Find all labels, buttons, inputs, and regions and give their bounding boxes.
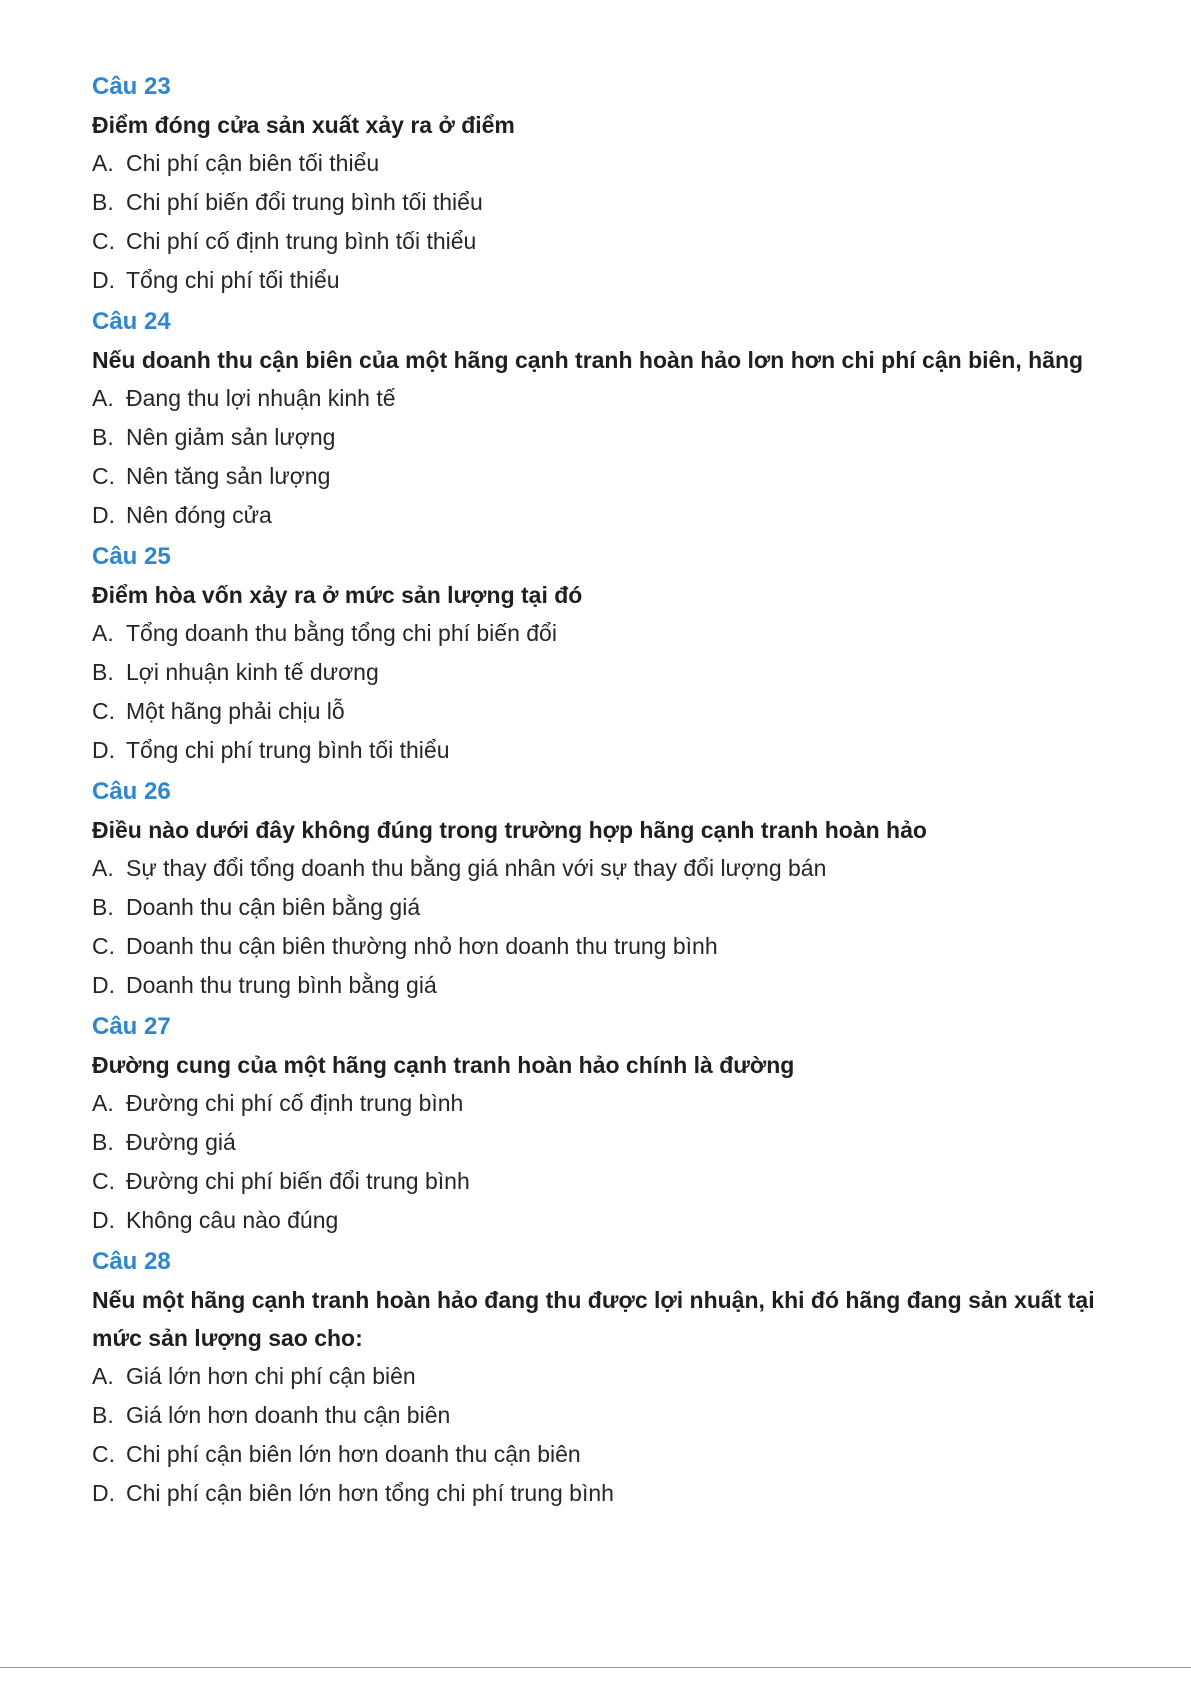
answer-option-a — [92, 144, 1112, 183]
option-letter: A. — [92, 855, 114, 881]
answer-option-c — [92, 222, 1112, 261]
answer-option-a — [92, 614, 1112, 653]
answer-option-b — [92, 183, 1112, 222]
answer-option-c — [92, 692, 1112, 731]
option-letter: C. — [92, 933, 115, 959]
page-bottom-divider — [0, 1667, 1191, 1668]
question-title: Câu 23 — [92, 73, 171, 100]
option-letter: D. — [92, 267, 115, 293]
quiz-page — [92, 68, 1112, 1513]
option-text: Chi phí cố định trung bình tối thiểu — [126, 228, 477, 254]
option-text: Đang thu lợi nhuận kinh tế — [126, 385, 396, 411]
option-letter: D. — [92, 972, 115, 998]
option-letter: B. — [92, 189, 114, 215]
answer-options — [92, 614, 1112, 770]
option-letter: A. — [92, 620, 114, 646]
question-25 — [92, 538, 1112, 770]
option-text: Tổng doanh thu bằng tổng chi phí biến đổi — [126, 620, 557, 646]
option-text: Giá lớn hơn chi phí cận biên — [126, 1363, 416, 1389]
option-text: Chi phí cận biên tối thiểu — [126, 150, 380, 176]
question-title: Câu 27 — [92, 1013, 171, 1040]
option-letter: B. — [92, 894, 114, 920]
question-text: Điều nào dưới đây không đúng trong trường hợp hãng cạnh tranh hoàn hảo — [92, 817, 927, 843]
option-text: Chi phí cận biên lớn hơn doanh thu cận biên — [126, 1441, 581, 1467]
option-letter: C. — [92, 1441, 115, 1467]
question-26 — [92, 773, 1112, 1005]
option-text: Một hãng phải chịu lỗ — [126, 698, 345, 724]
question-title: Câu 28 — [92, 1248, 171, 1275]
option-text: Chi phí cận biên lớn hơn tổng chi phí trung bình — [126, 1480, 614, 1506]
question-24 — [92, 303, 1112, 535]
option-text: Nên tăng sản lượng — [126, 463, 331, 489]
answer-options — [92, 144, 1112, 300]
question-title: Câu 26 — [92, 778, 171, 805]
answer-option-b — [92, 418, 1112, 457]
question-text: Nếu doanh thu cận biên của một hãng cạnh tranh hoàn hảo lơn hơn chi phí cận biên, hãng — [92, 347, 1084, 373]
option-letter: A. — [92, 1090, 114, 1116]
option-text: Nên đóng cửa — [126, 502, 272, 528]
answer-option-d — [92, 1201, 1112, 1240]
option-text: Không câu nào đúng — [126, 1207, 339, 1233]
answer-option-d — [92, 1474, 1112, 1513]
question-title: Câu 25 — [92, 543, 171, 570]
answer-option-d — [92, 496, 1112, 535]
option-letter: A. — [92, 1363, 114, 1389]
option-text: Sự thay đổi tổng doanh thu bằng giá nhân với sự thay đổi lượng bán — [126, 855, 827, 881]
question-text: Nếu một hãng cạnh tranh hoàn hảo đang thu được lợi nhuận, khi đó hãng đang sản xuất tại mức sản lượng sao cho: — [92, 1287, 1095, 1351]
option-text: Đường giá — [126, 1129, 236, 1155]
option-letter: D. — [92, 1207, 115, 1233]
option-letter: B. — [92, 1129, 114, 1155]
answer-option-c — [92, 1162, 1112, 1201]
option-letter: B. — [92, 659, 114, 685]
answer-option-a — [92, 379, 1112, 418]
option-text: Doanh thu cận biên thường nhỏ hơn doanh thu trung bình — [126, 933, 718, 959]
answer-option-b — [92, 653, 1112, 692]
answer-options — [92, 1084, 1112, 1240]
option-text: Đường chi phí biến đổi trung bình — [126, 1168, 470, 1194]
option-text: Đường chi phí cố định trung bình — [126, 1090, 464, 1116]
option-text: Tổng chi phí trung bình tối thiểu — [126, 737, 450, 763]
question-27 — [92, 1008, 1112, 1240]
answer-option-d — [92, 261, 1112, 300]
question-text: Đường cung của một hãng cạnh tranh hoàn hảo chính là đường — [92, 1052, 795, 1078]
question-title: Câu 24 — [92, 308, 171, 335]
option-letter: B. — [92, 424, 114, 450]
option-text: Nên giảm sản lượng — [126, 424, 336, 450]
answer-option-a — [92, 1357, 1112, 1396]
answer-options — [92, 849, 1112, 1005]
option-text: Doanh thu trung bình bằng giá — [126, 972, 437, 998]
answer-option-c — [92, 927, 1112, 966]
answer-option-b — [92, 888, 1112, 927]
option-letter: C. — [92, 228, 115, 254]
answer-option-d — [92, 731, 1112, 770]
question-28 — [92, 1243, 1112, 1513]
answer-option-a — [92, 849, 1112, 888]
answer-option-d — [92, 966, 1112, 1005]
option-letter: D. — [92, 502, 115, 528]
question-23 — [92, 68, 1112, 300]
option-text: Tổng chi phí tối thiểu — [126, 267, 340, 293]
answer-option-c — [92, 457, 1112, 496]
question-text: Điểm hòa vốn xảy ra ở mức sản lượng tại đó — [92, 582, 583, 608]
option-letter: A. — [92, 385, 114, 411]
answer-options — [92, 379, 1112, 535]
option-letter: B. — [92, 1402, 114, 1428]
option-text: Giá lớn hơn doanh thu cận biên — [126, 1402, 451, 1428]
option-letter: C. — [92, 1168, 115, 1194]
option-letter: D. — [92, 737, 115, 763]
answer-option-a — [92, 1084, 1112, 1123]
answer-options — [92, 1357, 1112, 1513]
answer-option-b — [92, 1123, 1112, 1162]
option-letter: A. — [92, 150, 114, 176]
option-letter: C. — [92, 463, 115, 489]
option-letter: C. — [92, 698, 115, 724]
option-letter: D. — [92, 1480, 115, 1506]
option-text: Chi phí biến đổi trung bình tối thiểu — [126, 189, 483, 215]
answer-option-c — [92, 1435, 1112, 1474]
option-text: Doanh thu cận biên bằng giá — [126, 894, 421, 920]
answer-option-b — [92, 1396, 1112, 1435]
question-text: Điểm đóng cửa sản xuất xảy ra ở điểm — [92, 112, 515, 138]
option-text: Lợi nhuận kinh tế dương — [126, 659, 379, 685]
